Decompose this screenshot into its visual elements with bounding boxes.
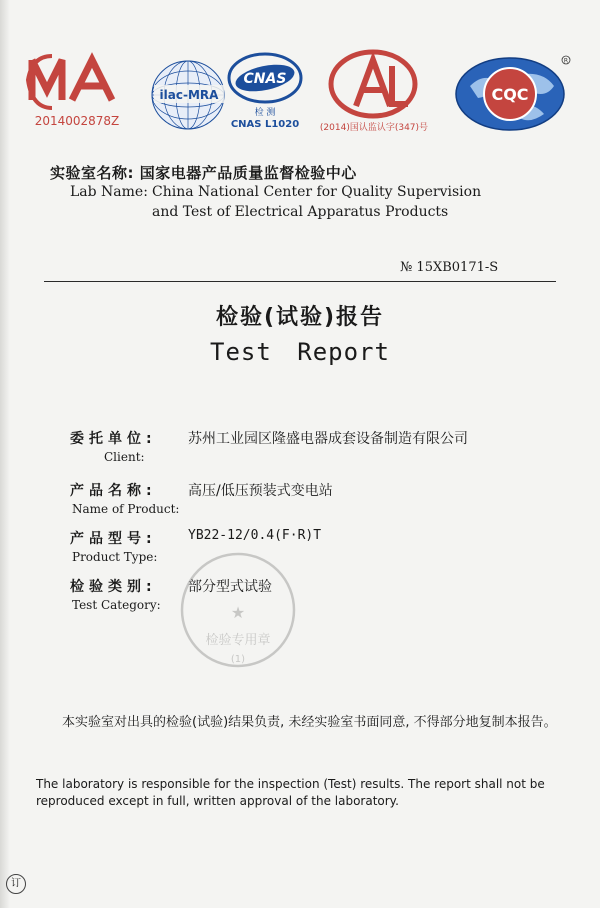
field-test-category-label-cn: 检验类别: (70, 579, 157, 595)
ilac-mra-logo (148, 55, 234, 135)
notice-en: The laboratory is responsible for the inspection (Test) results. The report shall not be reproduced except in full, written approval of the laboratory. (36, 777, 545, 808)
report-number: № 15XB0171-S (400, 260, 499, 275)
cal-code: (2014)国认监认字(347)号 (319, 123, 429, 133)
svg-text:CNAS: CNAS (243, 71, 287, 87)
cal-mark-icon (318, 48, 428, 120)
cqc-logo (448, 52, 576, 134)
svg-text:(1): (1) (230, 654, 246, 665)
field-product-type-label-cn: 产品型号: (70, 531, 157, 547)
binding-mark: 订 (6, 874, 26, 894)
cma-mark-icon (22, 50, 132, 114)
notice-cn (62, 712, 562, 733)
field-test-category-label-en: Test Category: (72, 598, 161, 612)
field-product-type-value: YB22-12/0.4(F·R)T (188, 528, 322, 543)
cal-logo (318, 48, 428, 136)
ilac-globe-icon (148, 55, 234, 135)
lab-name-en-label: Lab Name: (70, 184, 148, 200)
field-test-category-value: 部分型式试验 (188, 579, 272, 595)
cma-code: 2014002878Z (34, 114, 120, 128)
inspection-seal-stamp (168, 548, 308, 678)
field-client-label-cn: 委托单位: (70, 431, 157, 447)
notice-cn-text: 本实验室对出具的检验(试验)结果负责, 未经实验室书面同意, 不得部分地复制本报告。 (62, 715, 557, 730)
svg-text:CQC: CQC (491, 85, 529, 104)
svg-text:ilac-MRA: ilac-MRA (159, 88, 219, 102)
svg-text:R: R (563, 57, 569, 65)
svg-text:★: ★ (230, 603, 246, 622)
field-product-type-label-en: Product Type: (72, 550, 158, 564)
lab-name-en-line1: China National Center for Quality Supervision (152, 184, 482, 200)
cqc-globe-icon (448, 52, 576, 134)
binding-edge-shadow (0, 0, 10, 908)
cnas-mark-icon (225, 50, 305, 106)
report-title-en: Test Report (210, 338, 390, 366)
field-client-value: 苏州工业园区隆盛电器成套设备制造有限公司 (188, 431, 468, 447)
report-title-cn: 检验(试验)报告 (215, 305, 385, 330)
cnas-label-en: CNAS L1020 (230, 119, 300, 130)
lab-name-en-line2: and Test of Electrical Apparatus Products (152, 204, 449, 220)
seal-text: 检验专用章 (205, 633, 271, 648)
field-product-name-label-cn: 产品名称: (70, 483, 157, 499)
field-client-label-en: Client: (104, 450, 145, 464)
cnas-logo (225, 50, 305, 136)
header-divider (44, 281, 556, 282)
cma-logo (22, 50, 132, 136)
field-product-name-label-en: Name of Product: (72, 502, 180, 516)
lab-name-cn: 实验室名称: 国家电器产品质量监督检验中心 (50, 164, 357, 182)
field-product-name-value: 高压/低压预装式变电站 (188, 483, 333, 499)
cnas-label-cn: 检 测 (254, 108, 276, 118)
